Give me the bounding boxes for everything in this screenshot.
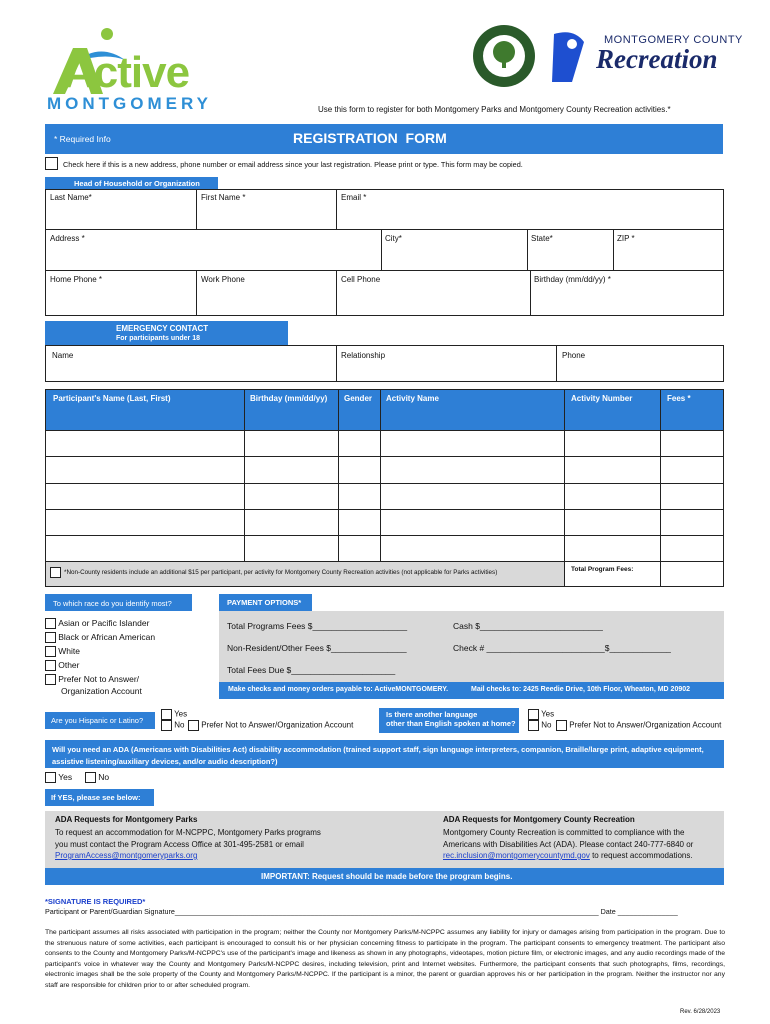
emergency-phone-field[interactable]: Phone <box>562 351 586 360</box>
noncounty-note: *Non-County residents include an additional $15 per participant, per activity for Montgomery County Recreation activities (not applicable for Parks activities) <box>64 569 498 576</box>
logo-subtitle: MONTGOMERY <box>47 94 212 113</box>
state-field[interactable]: State* <box>531 234 553 243</box>
rec-ada-email-link[interactable]: rec.inclusion@montgomerycountymd.gov <box>443 851 590 860</box>
mail-text: Mail checks to: 2425 Reedie Drive, 10th Floor, Wheaton, MD 20902 <box>471 686 691 693</box>
check-line[interactable]: Check # _________________________$_____________ <box>453 643 671 653</box>
race-option[interactable]: Asian or Pacific Islander <box>45 618 220 632</box>
table-row[interactable] <box>46 509 723 510</box>
total-program-fees: Total Program Fees: <box>571 566 634 573</box>
cash-line[interactable]: Cash $__________________________ <box>453 621 603 631</box>
signature-line[interactable]: Participant or Parent/Guardian Signature__________________________________________________________________________________________________________ Date _______________ <box>45 907 678 916</box>
hispanic-question: Are you Hispanic or Latino? <box>45 712 155 729</box>
language-question: Is there another language other than English spoken at home? <box>379 708 519 733</box>
rec-ada-text-1: Montgomery County Recreation is committed to compliance with the <box>443 828 685 837</box>
noncounty-checkbox[interactable] <box>50 567 61 578</box>
header-birthday: Birthday (mm/dd/yy) <box>250 394 328 403</box>
household-title: Head of Household or Organization <box>45 177 218 189</box>
parks-ada-text-1: To request an accommodation for M-NCPPC, Montgomery Parks programs <box>55 828 321 837</box>
header-activity-number: Activity Number <box>571 394 633 403</box>
work-phone-field[interactable]: Work Phone <box>201 275 245 284</box>
last-name-field[interactable]: Last Name* <box>50 193 92 202</box>
hispanic-no[interactable]: No <box>161 720 184 731</box>
disclaimer: The participant assumes all risks associated with participation in the program; neither the County nor Montgomery Parks/M-NCPPC assumes any liability for injury or damages arising from participation in the program. Due to the strenuous nature of some activities, each participant is encouraged to consult his or her physician concerning fitness to participate in the program. The participant consents to emergency treatment. The participant also consents to the County and Montgomery Parks/M-NCPPC's use of the participant's image and likeness as shown in any photographs, videotapes, motion picture film, or electronic images, and any audio recordings made of the participant's voice in whatever way the County and Montgomery Parks/M-NCPPC desires, including television, print and Internet websites. Furthermore, the participant consents that such photographs, films, recordings, electronic images shall be the sole property of the County and Montgomery Parks/M-NCPPC. If the participant is a minor, the parent or guardian approves his or her participation in the program. Neither the instructor nor any staff are responsible for children prior to or after scheduled program. <box>45 929 725 989</box>
emergency-title-block <box>45 321 288 345</box>
language-no[interactable]: No <box>528 720 551 731</box>
race-option[interactable]: Prefer Not to Answer/ <box>45 674 220 686</box>
header-gender: Gender <box>344 394 373 403</box>
recreation-logo <box>544 28 743 88</box>
hispanic-yes[interactable]: Yes <box>161 709 187 720</box>
ada-yes[interactable]: Yes <box>45 772 72 783</box>
household-box <box>45 189 724 316</box>
intro-text: Use this form to register for both Montgomery Parks and Montgomery County Recreation activities.* <box>318 105 671 114</box>
parks-ada-title: ADA Requests for Montgomery Parks <box>55 815 198 824</box>
emergency-relationship-field[interactable]: Relationship <box>341 351 386 360</box>
language-prefer[interactable]: Prefer Not to Answer/Organization Account <box>556 720 721 731</box>
if-yes: If YES, please see below: <box>45 789 154 806</box>
birthday-field[interactable]: Birthday (mm/dd/yy) * <box>534 275 611 284</box>
new-address-note: Check here if this is a new address, phone number or email address since your last registration. Please print or type. This form may be copied. <box>63 160 523 169</box>
recreation-icon <box>544 28 590 84</box>
total-program-fees-line[interactable]: Total Programs Fees $____________________ <box>227 621 408 631</box>
noncounty-note-row <box>46 562 564 586</box>
emergency-subtitle: For participants under 18 <box>116 335 201 342</box>
header-activity-name: Activity Name <box>386 394 439 403</box>
zip-field[interactable]: ZIP * <box>617 234 635 243</box>
cell-phone-field[interactable]: Cell Phone <box>341 275 381 284</box>
race-option[interactable]: White <box>45 646 220 660</box>
emergency-title: EMERGENCY CONTACT <box>116 324 209 333</box>
payment-instructions <box>219 682 724 699</box>
table-row[interactable] <box>46 535 723 536</box>
important-note: IMPORTANT: Request should be made before the program begins. <box>45 868 724 885</box>
recreation-top: MONTGOMERY COUNTY <box>604 34 743 46</box>
form-title: REGISTRATION FORM <box>293 130 447 146</box>
emergency-name-field[interactable]: Name <box>52 351 74 360</box>
address-field[interactable]: Address * <box>50 234 85 243</box>
header-fees: Fees * <box>667 394 691 403</box>
race-option[interactable]: Black or African American <box>45 632 220 646</box>
race-question: To which race do you identify most? <box>45 594 192 611</box>
ada-no[interactable]: No <box>85 772 109 783</box>
rec-ada-text-2: Americans with Disabilities Act (ADA). Please contact 240-777-6840 or <box>443 840 694 849</box>
total-due-line[interactable]: Total Fees Due $______________________ <box>227 665 396 675</box>
first-name-field[interactable]: First Name * <box>201 193 246 202</box>
table-row[interactable] <box>46 456 723 457</box>
nonresident-fees-line[interactable]: Non-Resident/Other Fees $________________ <box>227 643 407 653</box>
new-address-row <box>45 157 723 171</box>
language-yes[interactable]: Yes <box>528 709 554 720</box>
payment-title: PAYMENT OPTIONS* <box>219 594 312 611</box>
registration-banner <box>45 124 723 154</box>
parks-ada-text-2: you must contact the Program Access Office at 301-495-2581 or email <box>55 840 304 849</box>
rec-ada-line-3: rec.inclusion@montgomerycountymd.gov to request accommodations. <box>443 851 693 860</box>
parks-ada-email-link[interactable]: ProgramAccess@montgomeryparks.org <box>55 851 198 860</box>
home-phone-field[interactable]: Home Phone * <box>50 275 103 284</box>
city-field[interactable]: City* <box>385 234 402 243</box>
active-montgomery-logo <box>45 22 240 117</box>
signature-required: *SIGNATURE IS REQUIRED* <box>45 897 146 906</box>
montgomery-parks-seal <box>472 24 536 88</box>
race-option[interactable]: Other <box>45 660 220 674</box>
header-participant-name: Participant's Name (Last, First) <box>53 394 171 403</box>
logo-word: Active <box>63 48 190 97</box>
race-options: Asian or Pacific Islander Black or African American White Other Prefer Not to Answer/ Organization Account <box>45 618 220 698</box>
ada-question: Will you need an ADA (Americans with Disabilities Act) disability accommodation (trained support staff, sign language interpreters, companion, Braille/large print, adaptive equipment, assistive listening/auxiliary devices, and/or audio description?) <box>45 740 724 768</box>
rec-ada-title: ADA Requests for Montgomery County Recreation <box>443 815 635 824</box>
email-field[interactable]: Email * <box>341 193 367 202</box>
revision: Rev. 6/28/2023 <box>680 1009 721 1015</box>
payable-text: Make checks and money orders payable to: ActiveMONTGOMERY. <box>228 686 449 693</box>
recreation-main: Recreation <box>596 44 718 74</box>
required-info: * Required Info <box>54 134 111 144</box>
hispanic-prefer[interactable]: Prefer Not to Answer/Organization Account <box>188 720 353 731</box>
table-row[interactable] <box>46 483 723 484</box>
new-address-checkbox[interactable] <box>45 157 58 170</box>
